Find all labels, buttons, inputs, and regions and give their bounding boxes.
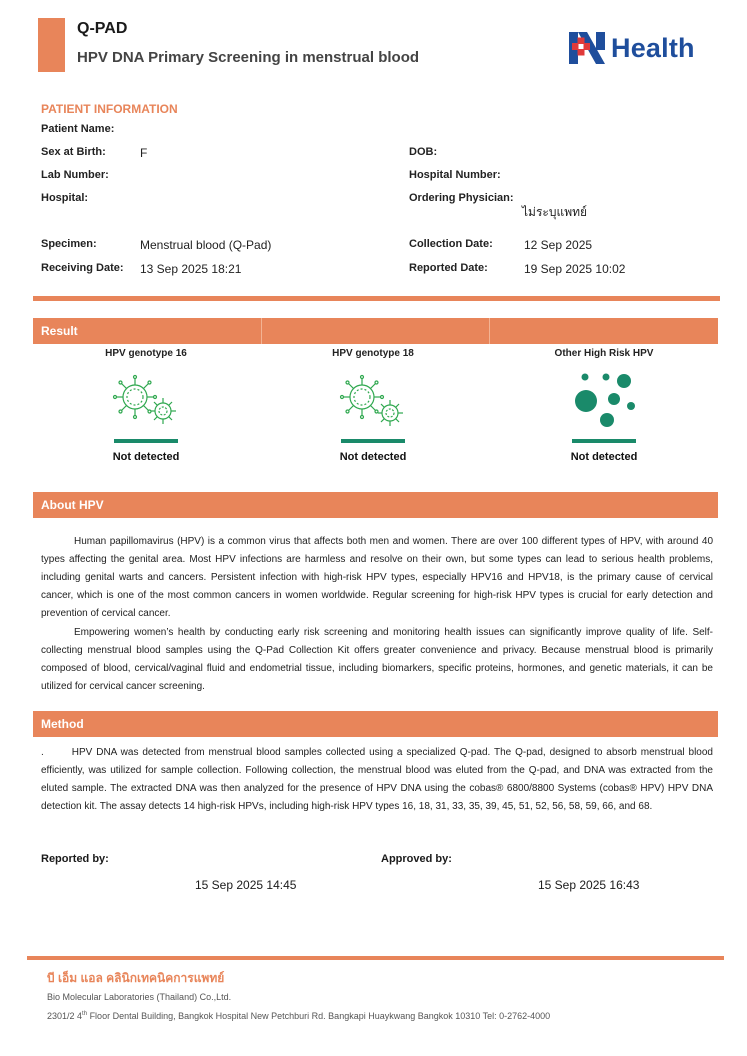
patient-info-divider <box>33 296 720 301</box>
patient-name-label: Patient Name: <box>41 123 115 135</box>
result-heading: Result <box>41 324 78 338</box>
hospital-number-label: Hospital Number: <box>409 169 501 181</box>
result-title: Other High Risk HPV <box>554 348 654 359</box>
footer-address <box>47 1011 550 1021</box>
footer-company: Bio Molecular Laboratories (Thailand) Co.,Ltd. <box>47 992 232 1002</box>
logo-text: Health <box>611 32 695 63</box>
method-prefix: . <box>41 747 44 758</box>
dob-label: DOB: <box>409 146 438 158</box>
sex-label: Sex at Birth: <box>41 146 106 158</box>
receiving-date-label: Receiving Date: <box>41 262 124 274</box>
reported-by-date: 15 Sep 2025 14:45 <box>195 878 297 892</box>
document-subtitle: HPV DNA Primary Screening in menstrual blood <box>77 49 420 66</box>
result-status: Not detected <box>570 451 638 463</box>
method-paragraph <box>41 744 713 816</box>
result-hpv18 <box>273 348 473 463</box>
specimen-value: Menstrual blood (Q-Pad) <box>140 238 272 252</box>
virus-icon <box>338 373 408 429</box>
about-hpv-band <box>33 492 718 518</box>
reported-by-label: Reported by: <box>41 853 109 865</box>
collection-date-label: Collection Date: <box>409 238 493 250</box>
result-band <box>33 318 718 344</box>
physician-value: ไม่ระบุแพทย์ <box>522 205 588 219</box>
approved-by-label: Approved by: <box>381 853 452 865</box>
method-band <box>33 711 718 737</box>
footer-address-sup: th <box>82 1011 88 1017</box>
n-health-logo-icon <box>569 30 605 66</box>
receiving-date-value: 13 Sep 2025 18:21 <box>140 262 242 276</box>
footer-address-part: 2301/2 4 <box>47 1011 83 1021</box>
specimen-label: Specimen: <box>41 238 97 250</box>
about-paragraph: Human papillomavirus (HPV) is a common virus that affects both men and women. There are over 100 different types of HPV, with around 40 types affecting the genital area. Most HPV infections are harmless and resolve on their own, but some types can lead to serious health problems, including genital warts and cancers. Persistent infection with high-risk HPV types, especially HPV16 and HPV18, is the primary cause of cervical cancer, which is one of the most common cancers in women worldwide. Regular screening for high-risk HPV types is crucial for early detection and prevention of cervical cancer. <box>41 536 713 619</box>
result-other-high-risk <box>504 348 704 463</box>
footer-address-part: Floor Dental Building, Bangkok Hospital New Petchburi Rd. Bangkapi Huaykwang Bangkok 10310 Tel: 0-2762-4000 <box>87 1011 551 1021</box>
status-bar <box>114 439 178 443</box>
lab-number-label: Lab Number: <box>41 169 109 181</box>
collection-date-value: 12 Sep 2025 <box>524 238 593 252</box>
dots-icon <box>569 373 639 429</box>
method-text: HPV DNA was detected from menstrual blood samples collected using a specialized Q-pad. The Q-pad, designed to absorb menstrual blood efficiently, was utilized for sample collection. Following collection, the menstrual blood was eluted from the Q-pad, and DNA was extracted from the eluted sample. The extracted DNA was then analyzed for the presence of HPV DNA using the cobas® 6800/8800 Systems (cobas® HPV) HPV DNA detection kit. The assay detects 14 high-risk HPVs, including high-risk HPV types 16, 18, 31, 33, 35, 39, 45, 51, 52, 56, 58, 59, 66, and 68. <box>41 747 713 812</box>
result-band-divider <box>261 318 262 344</box>
reported-date-label: Reported Date: <box>409 262 488 274</box>
status-bar <box>341 439 405 443</box>
status-bar <box>572 439 636 443</box>
header-accent-block <box>38 18 65 72</box>
result-hpv16 <box>46 348 246 463</box>
virus-icon <box>111 373 181 429</box>
reported-date-value: 19 Sep 2025 10:02 <box>524 262 626 276</box>
patient-info-heading: PATIENT INFORMATION <box>41 102 178 116</box>
footer-thai-name: บี เอ็ม แอล คลินิกเทคนิคการแพทย์ <box>47 971 225 985</box>
about-paragraph: Empowering women’s health by conducting early risk screening and monitoring health issues can significantly improve quality of life. Self-collecting menstrual blood samples using the Q-Pad Collection Kit offers greater convenience and privacy. Because menstrual blood is primarily composed of blood, cervical/vaginal fluid and endometrial tissue, including biomarkers, specific proteins, hormones, and genetic materials, it can be utilized for cervical cancer screening. <box>41 627 713 692</box>
n-health-logo <box>569 28 709 68</box>
result-title: HPV genotype 16 <box>105 348 187 359</box>
method-heading: Method <box>41 717 84 731</box>
approved-by-date: 15 Sep 2025 16:43 <box>538 878 640 892</box>
result-band-divider <box>489 318 490 344</box>
hospital-label: Hospital: <box>41 192 89 204</box>
result-status: Not detected <box>339 451 407 463</box>
document-title: Q-PAD <box>77 20 128 37</box>
result-title: HPV genotype 18 <box>332 348 414 359</box>
physician-label: Ordering Physician: <box>409 192 514 204</box>
about-hpv-heading: About HPV <box>41 498 104 512</box>
sex-value: F <box>140 146 148 160</box>
result-status: Not detected <box>112 451 180 463</box>
footer-divider <box>27 956 724 960</box>
